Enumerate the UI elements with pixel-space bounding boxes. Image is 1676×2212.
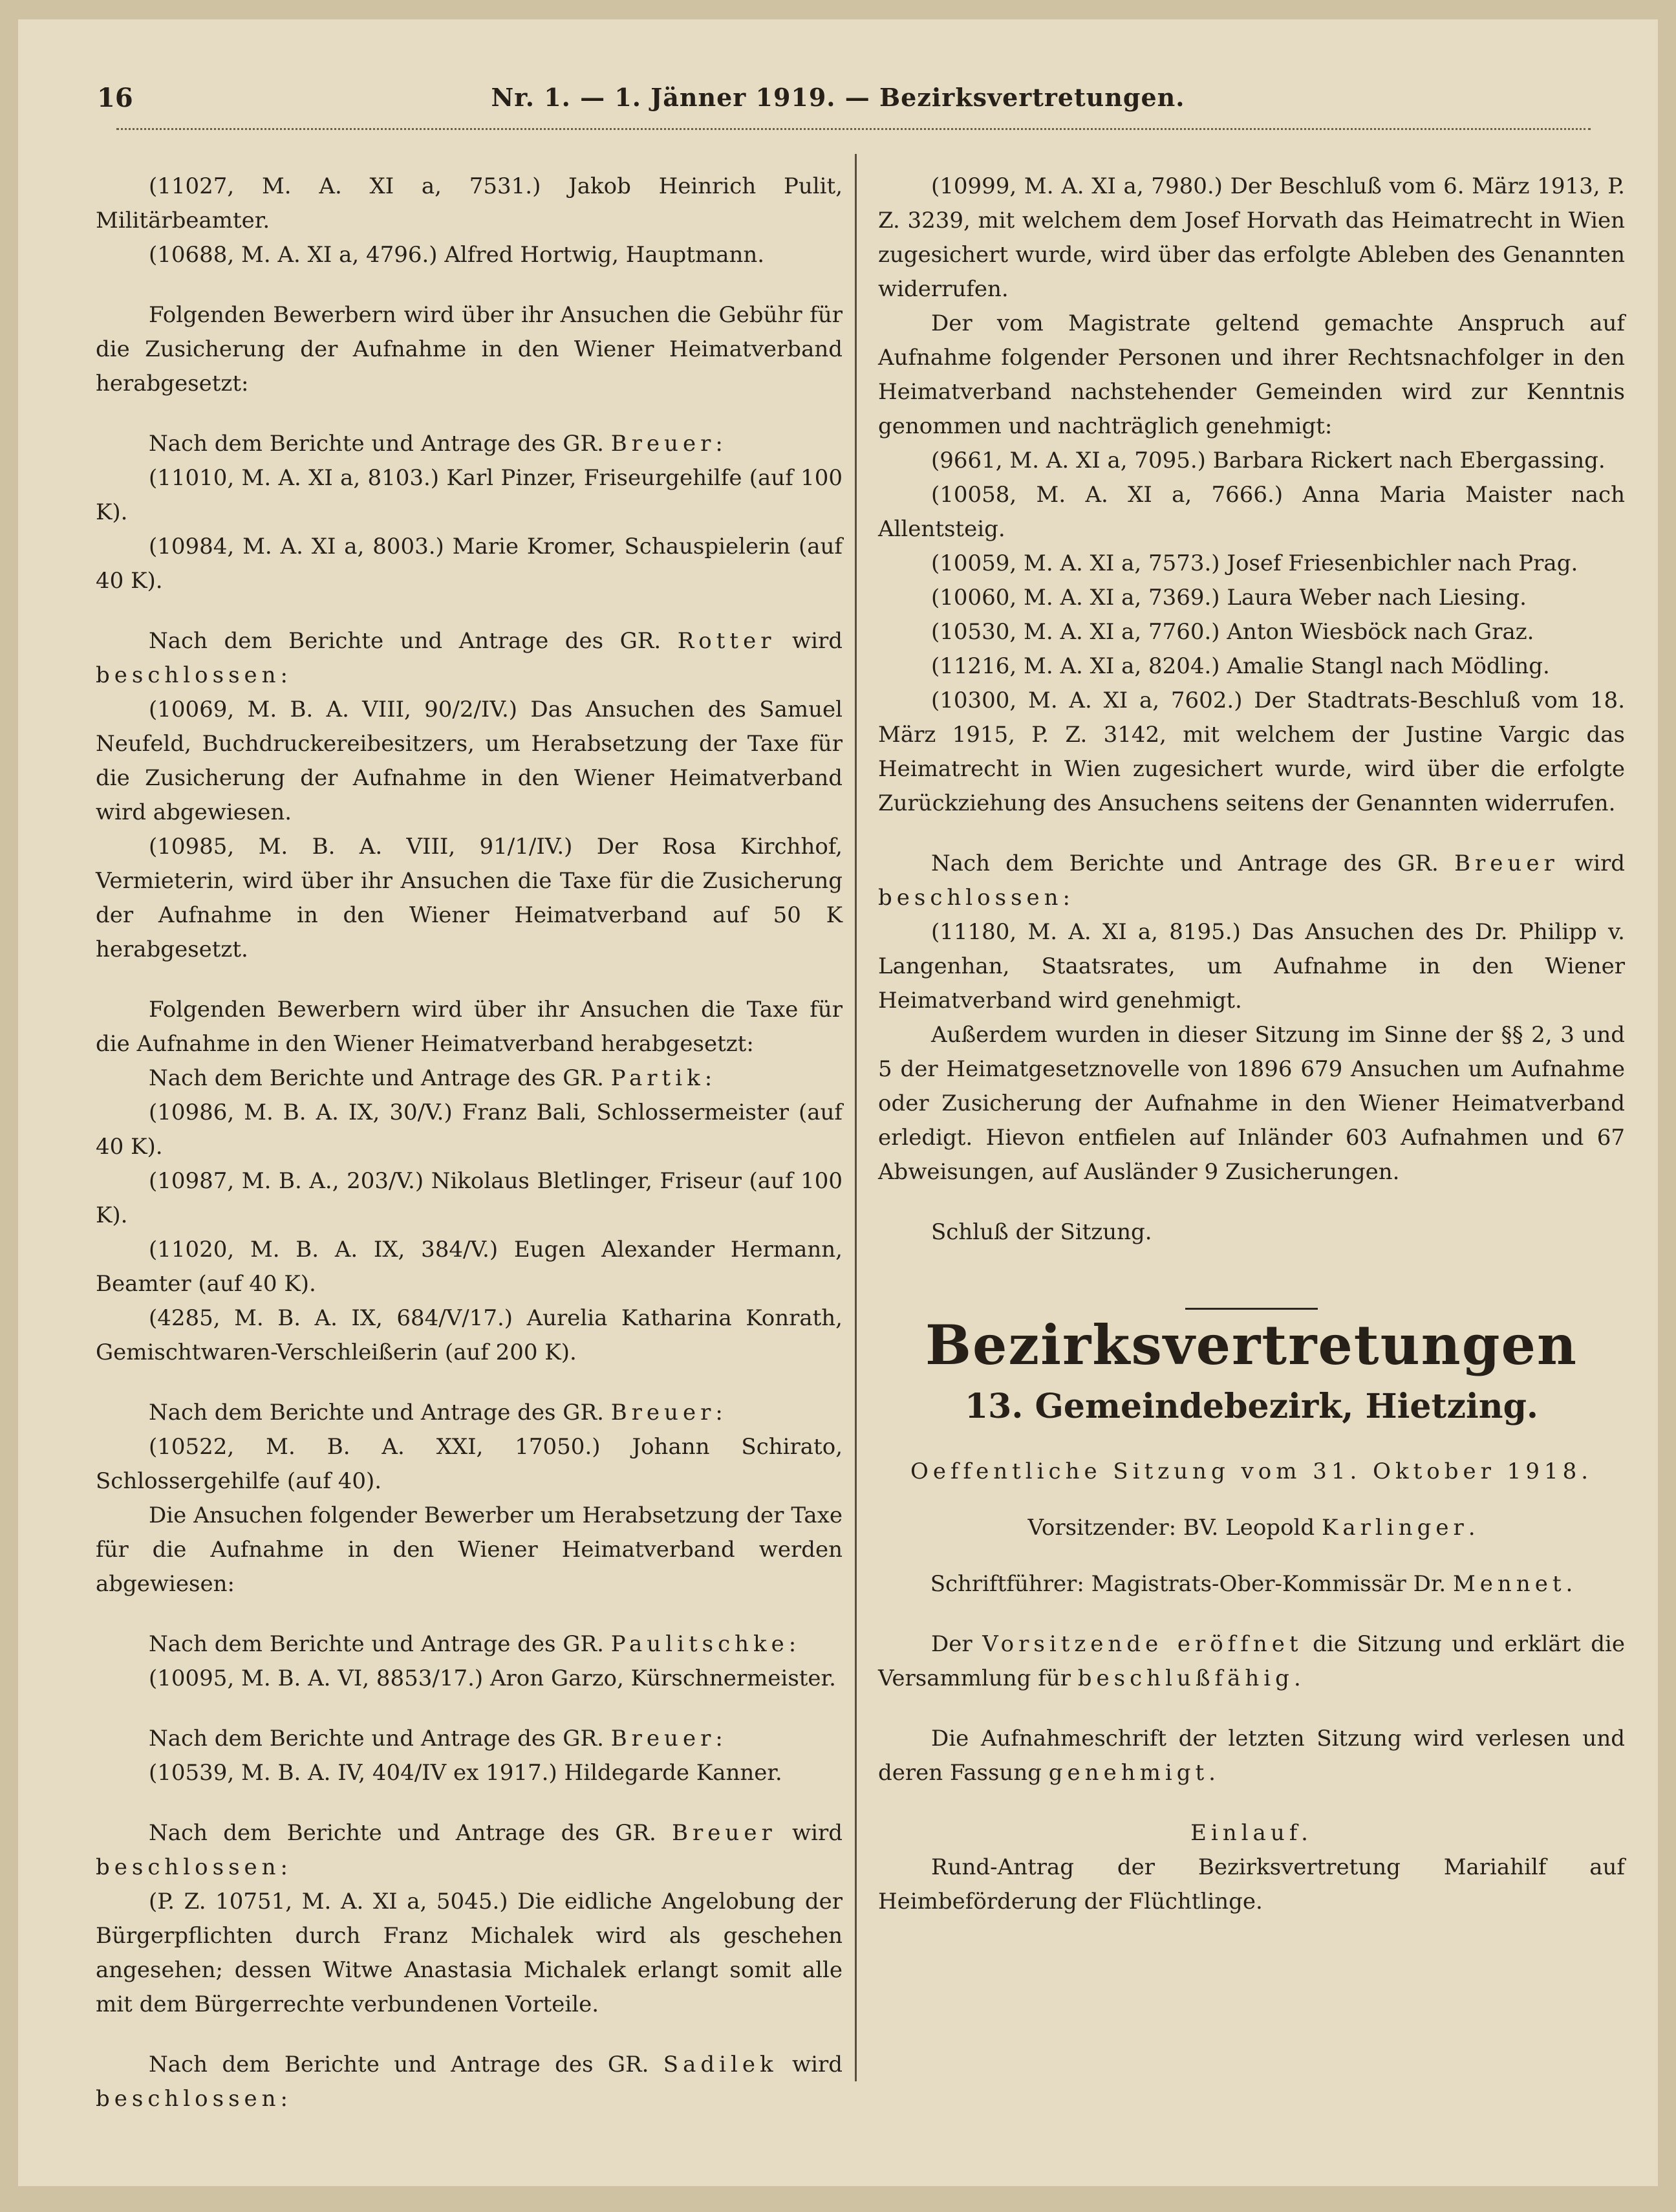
paper-edge-right: [1658, 0, 1676, 2212]
motion-paragraph: Rund-Antrag der Bezirksvertretung Mariahilf auf Heimbeförderung der Flüchtlinge.: [878, 1854, 1625, 1914]
report-breuer-2: Nach dem Berichte und Antrage des GR. Breuer:: [149, 1400, 723, 1426]
clerk-line: Schriftführer: Magistrats-Ober-Kommissär Dr. Mennet.: [930, 1571, 1573, 1597]
paper-edge-top: [0, 0, 1676, 19]
entry-stangl: (11216, M. A. XI a, 8204.) Amalie Stangl nach Mödling.: [931, 653, 1550, 679]
rejection-intro: Die Ansuchen folgender Bewerber um Herabsetzung der Taxe für die Aufnahme in den Wiener Heimatverband werden abgewiesen:: [96, 1502, 843, 1597]
session-line: Oeffentliche Sitzung vom 31. Oktober 1918.: [910, 1458, 1593, 1484]
paper-edge-left: [0, 0, 18, 2212]
entry-kirchhof: (10985, M. B. A. VIII, 91/1/IV.) Der Rosa Kirchhof, Vermieterin, wird über ihr Ansuchen die Taxe für die Zusicherung der Aufnahme in den Wiener Heimatverband auf 50 K herabgesetzt.: [96, 834, 843, 962]
entry-hermann: (11020, M. B. A. IX, 384/V.) Eugen Alexander Hermann, Beamter (auf 40 K).: [96, 1237, 843, 1297]
entry-konrath: (4285, M. B. A. IX, 684/V/17.) Aurelia Katharina Konrath, Gemischtwaren-Verschleißerin (auf 200 K).: [96, 1305, 843, 1365]
claim-intro: Der vom Magistrate geltend gemachte Anspruch auf Aufnahme folgender Personen und ihrer Rechtsnachfolger in den Heimatverband nachstehender Gemeinden wird zur Kenntnis genommen und nachträglich genehmigt:: [878, 310, 1625, 439]
entry-langenhan: (11180, M. A. XI a, 8195.) Das Ansuchen des Dr. Philipp v. Langenhan, Staatsrates, um Aufnahme in den Wiener Heimatverband wird genehmigt.: [878, 919, 1625, 1014]
report-breuer-4: Nach dem Berichte und Antrage des GR. Breuer wird beschlossen:: [96, 1820, 843, 1880]
session-summary: Außerdem wurden in dieser Sitzung im Sinne der §§ 2, 3 und 5 der Heimatgesetznovelle von 1896 679 Ansuchen um Aufnahme oder Zusicherung der Aufnahme in den Wiener Heimatverband erledigt. Hievon entfielen auf Inländer 603 Aufnahmen und 67 Abweisungen, auf Ausländer 9 Zusicherungen.: [878, 1022, 1625, 1185]
entry-kromer: (10984, M. A. XI a, 8003.) Marie Kromer, Schauspielerin (auf 40 K).: [96, 534, 843, 594]
district-heading: 13. Gemeindebezirk, Hietzing.: [964, 1387, 1539, 1426]
column-divider: [855, 154, 857, 2081]
entry-vargic: (10300, M. A. XI a, 7602.) Der Stadtrats-Beschluß vom 18. März 1915, P. Z. 3142, mit welchem der Justine Vargic das Heimatrecht in Wien zugesichert wurde, wird über die erfolgte Zurückziehung des Ansuchens seitens der Genannten widerrufen.: [878, 688, 1625, 816]
report-breuer-1: Nach dem Berichte und Antrage des GR. Breuer:: [149, 431, 723, 457]
page-number: 16: [97, 83, 133, 113]
tax-reduction-intro: Folgenden Bewerbern wird über ihr Ansuchen die Taxe für die Aufnahme in den Wiener Heimatverband herabgesetzt:: [96, 997, 843, 1057]
entry-weber: (10060, M. A. XI a, 7369.) Laura Weber nach Liesing.: [931, 585, 1527, 611]
entry-rickert: (9661, M. A. XI a, 7095.) Barbara Rickert nach Ebergassing.: [931, 448, 1606, 473]
entry-wiesboeck: (10530, M. A. XI a, 7760.) Anton Wiesböck nach Graz.: [931, 619, 1534, 645]
einlauf-heading: Einlauf.: [1190, 1820, 1313, 1846]
report-sadilek: Nach dem Berichte und Antrage des GR. Sadilek wird beschlossen:: [96, 2052, 843, 2112]
entry-michalek: (P. Z. 10751, M. A. XI a, 5045.) Die eidliche Angelobung der Bürgerpflichten durch Franz Michalek wird als geschehen angesehen; dessen Witwe Anastasia Michalek erlangt somit alle mit dem Bürgerrechte verbundenen Vorteile.: [96, 1889, 843, 2017]
fee-reduction-intro: Folgenden Bewerbern wird über ihr Ansuchen die Gebühr für die Zusicherung der Aufnahme in den Wiener Heimatverband herabgesetzt:: [96, 302, 843, 396]
entry-maister: (10058, M. A. XI a, 7666.) Anna Maria Maister nach Allentsteig.: [878, 482, 1625, 542]
entry-bletlinger: (10987, M. B. A., 203/V.) Nikolaus Bletlinger, Friseur (auf 100 K).: [96, 1168, 843, 1228]
entry-horvath: (10999, M. A. XI a, 7980.) Der Beschluß vom 6. März 1913, P. Z. 3239, mit welchem dem Josef Horvath das Heimatrecht in Wien zugesichert wurde, wird über das erfolgte Ableben des Genannten widerrufen.: [878, 173, 1625, 302]
right-column: [878, 169, 1625, 1919]
paper-edge-bottom: [0, 2186, 1676, 2212]
entry-bali: (10986, M. B. A. IX, 30/V.) Franz Bali, Schlossermeister (auf 40 K).: [96, 1100, 843, 1160]
entry-hortwig: (10688, M. A. XI a, 4796.) Alfred Hortwig, Hauptmann.: [149, 242, 765, 268]
entry-schirato: (10522, M. B. A. XXI, 17050.) Johann Schirato, Schlossergehilfe (auf 40).: [96, 1434, 843, 1494]
entry-pinzer: (11010, M. A. XI a, 8103.) Karl Pinzer, Friseurgehilfe (auf 100 K).: [96, 465, 843, 525]
report-breuer-5: Nach dem Berichte und Antrage des GR. Breuer wird beschlossen:: [878, 851, 1625, 911]
report-rotter: Nach dem Berichte und Antrage des GR. Rotter wird beschlossen:: [96, 628, 843, 688]
entry-neufeld: (10069, M. B. A. VIII, 90/2/IV.) Das Ansuchen des Samuel Neufeld, Buchdruckereibesitzers, um Herabsetzung der Taxe für die Zusicherung der Aufnahme in den Wiener Heimatverband wird abgewiesen.: [96, 697, 843, 825]
header-rule: [116, 128, 1591, 130]
opening-paragraph: Der Vorsitzende eröffnet die Sitzung und erklärt die Versammlung für beschlußfähig.: [878, 1631, 1625, 1691]
entry-kanner: (10539, M. B. A. IV, 404/IV ex 1917.) Hildegarde Kanner.: [149, 1760, 782, 1786]
running-title: Nr. 1. — 1. Jänner 1919. — Bezirksvertretungen.: [491, 83, 1185, 112]
entry-garzo: (10095, M. B. A. VI, 8853/17.) Aron Garzo, Kürschnermeister.: [149, 1665, 836, 1691]
report-partik: Nach dem Berichte und Antrage des GR. Partik:: [149, 1065, 713, 1091]
chair-line: Vorsitzender: BV. Leopold Karlinger.: [1027, 1515, 1476, 1541]
report-breuer-3: Nach dem Berichte und Antrage des GR. Breuer:: [149, 1726, 723, 1751]
report-paulitschke: Nach dem Berichte und Antrage des GR. Paulitschke:: [149, 1631, 797, 1657]
entry-friesenbichler: (10059, M. A. XI a, 7573.) Josef Friesenbichler nach Prag.: [931, 550, 1578, 576]
session-close: Schluß der Sitzung.: [931, 1219, 1152, 1245]
section-heading: Bezirksvertretungen: [925, 1313, 1578, 1377]
minutes-paragraph: Die Aufnahmeschrift der letzten Sitzung wird verlesen und deren Fassung genehmigt.: [878, 1726, 1625, 1786]
entry-pulit: (11027, M. A. XI a, 7531.) Jakob Heinrich Pulit, Militärbeamter.: [96, 173, 843, 233]
left-column: [96, 169, 843, 2116]
